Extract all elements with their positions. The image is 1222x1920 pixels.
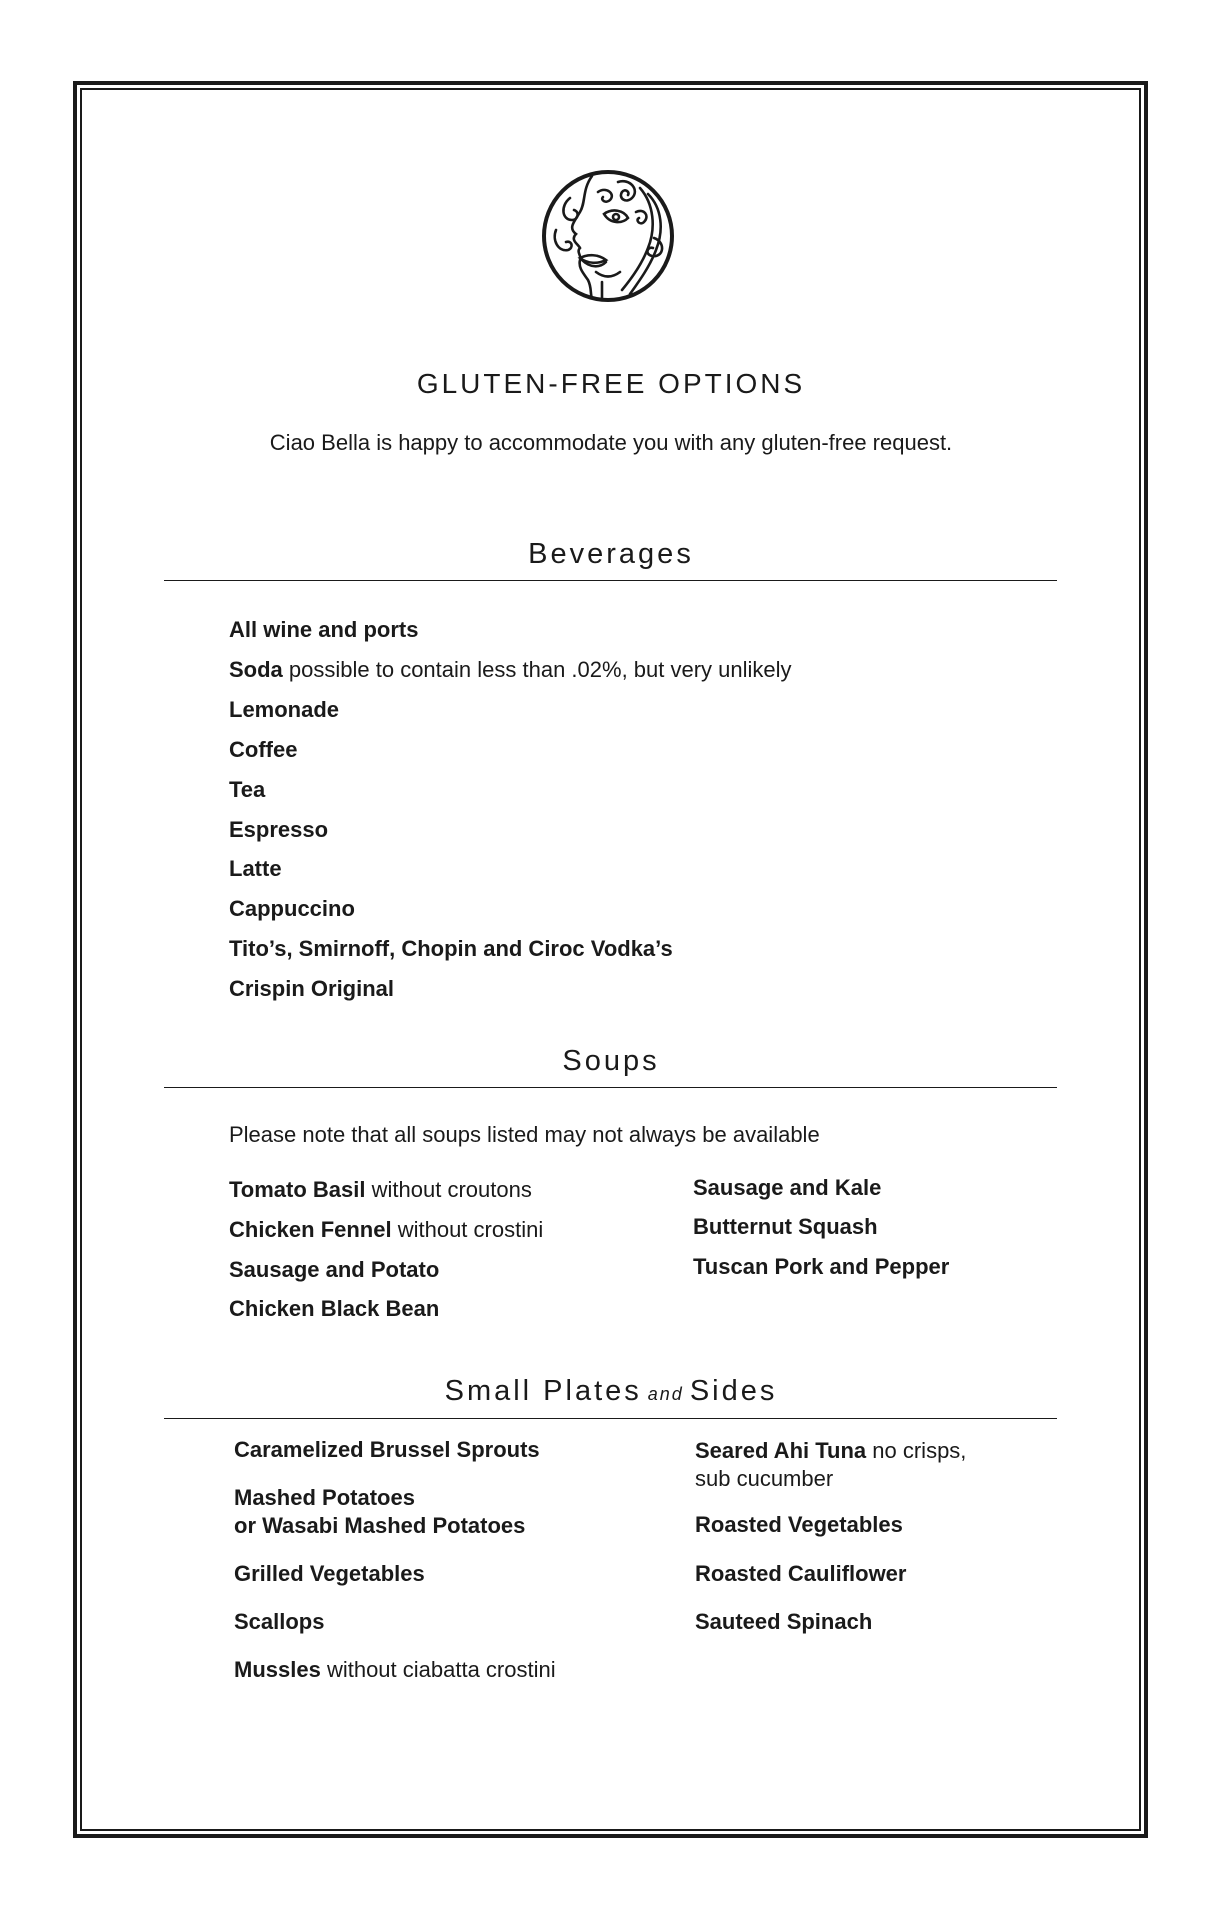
section-title-soups: Soups (562, 1045, 660, 1077)
list-item: Chicken Black Bean (229, 1296, 440, 1321)
list-item: Grilled Vegetables (234, 1561, 425, 1586)
list-item: Cappuccino (229, 896, 355, 921)
list-item: Mussles without ciabatta crostini (234, 1657, 556, 1682)
page-title: GLUTEN-FREE OPTIONS (416, 368, 806, 399)
list-item: Tito’s, Smirnoff, Chopin and Ciroc Vodka’s (229, 936, 673, 961)
list-item: Mashed Potatoes or Wasabi Mashed Potatoes (234, 1485, 526, 1538)
list-item: Sauteed Spinach (695, 1609, 873, 1634)
list-item: Caramelized Brussel Sprouts (234, 1437, 540, 1462)
list-item: Lemonade (229, 697, 340, 722)
list-item: Tuscan Pork and Pepper (693, 1254, 950, 1279)
list-item: Tea (229, 777, 266, 802)
list-item: Scallops (234, 1609, 325, 1634)
intro-text: Ciao Bella is happy to accommodate you with any gluten-free request. (269, 430, 953, 455)
list-item: Espresso (229, 817, 329, 842)
divider (164, 1087, 1057, 1088)
list-item: Tomato Basil without croutons (229, 1177, 532, 1202)
list-item: Latte (229, 856, 282, 881)
soups-availability-note: Please note that all soups listed may not always be available (229, 1122, 820, 1147)
section-title-beverages: Beverages (528, 538, 694, 570)
section-title-small-plates: Small Plates and Sides (444, 1375, 778, 1407)
list-item: Seared Ahi Tuna no crisps, sub cucumber (695, 1438, 967, 1491)
list-item: Butternut Squash (693, 1214, 878, 1239)
list-item: Roasted Cauliflower (695, 1561, 907, 1586)
divider (164, 580, 1057, 581)
list-item: Roasted Vegetables (695, 1512, 903, 1537)
list-item: Sausage and Kale (693, 1175, 882, 1200)
list-item: Soda possible to contain less than .02%, but very unlikely (229, 657, 792, 682)
list-item: Crispin Original (229, 976, 395, 1001)
list-item: Coffee (229, 737, 298, 762)
list-item: Chicken Fennel without crostini (229, 1217, 544, 1242)
swirl-face-logo-icon (540, 168, 676, 304)
list-item: Sausage and Potato (229, 1257, 440, 1282)
list-item: All wine and ports (229, 617, 419, 642)
divider (164, 1418, 1057, 1419)
